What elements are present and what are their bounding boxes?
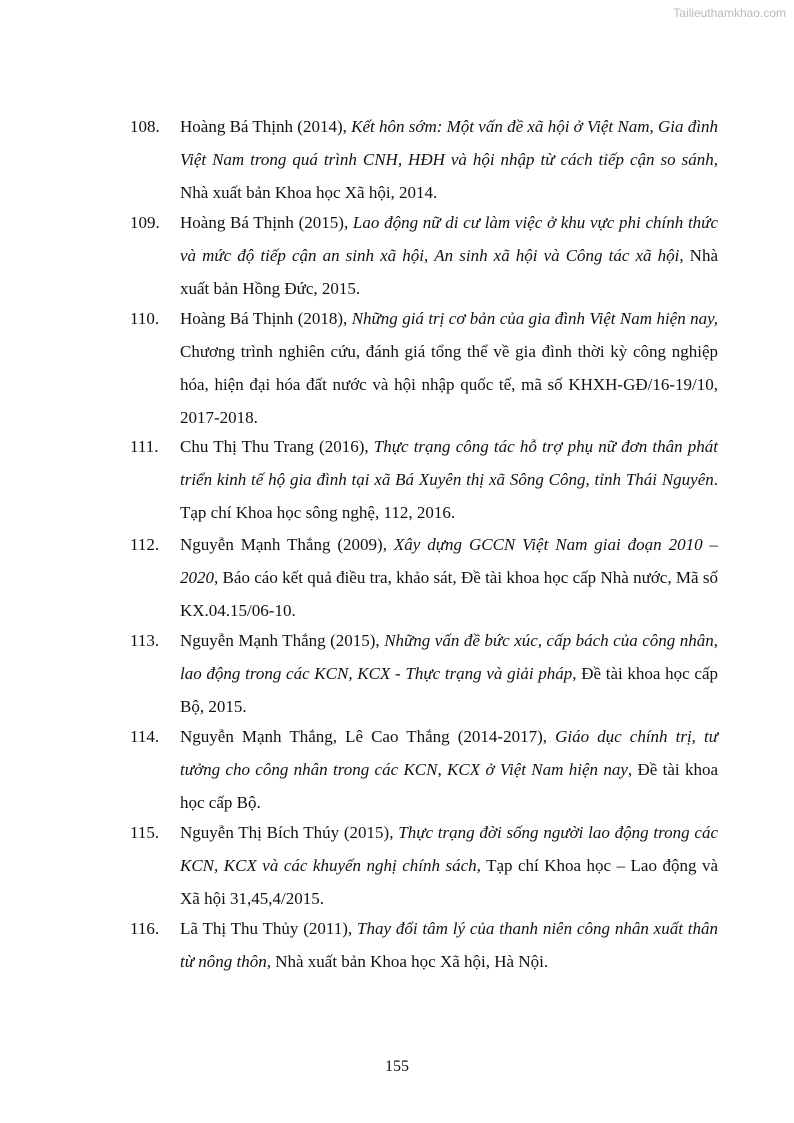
reference-text: Hoàng Bá Thịnh (2015), Lao động nữ di cư làm việc ở khu vực phi chính thức và mức độ tiếp cận an sinh xã hội, An sinh xã hội và Công tác xã hội, Nhà xuất bản Hồng Đức, 2015.	[180, 213, 718, 298]
page-number: 155	[385, 1058, 409, 1075]
reference-text: Lã Thị Thu Thủy (2011), Thay đổi tâm lý của thanh niên công nhân xuất thân từ nông thôn, Nhà xuất bản Khoa học Xã hội, Hà Nội.	[180, 919, 718, 971]
reference-text: Chu Thị Thu Trang (2016), Thực trạng công tác hỗ trợ phụ nữ đơn thân phát triển kinh tế hộ gia đình tại xã Bá Xuyên thị xã Sông Công, tỉnh Thái Nguyên. Tạp chí Khoa học sông nghệ, 112, 2016.	[180, 437, 718, 522]
reference-number: 108.	[130, 117, 160, 136]
reference-number: 110.	[130, 309, 160, 328]
reference-number: 115.	[130, 823, 160, 842]
reference-number: 111.	[130, 437, 159, 456]
reference-number: 112.	[130, 535, 160, 554]
reference-number: 113.	[130, 631, 160, 650]
reference-text: Hoàng Bá Thịnh (2018), Những giá trị cơ bản của gia đình Việt Nam hiện nay, Chương trình nghiên cứu, đánh giá tổng thể về gia đình thời kỳ công nghiệp hóa, hiện đại hóa đất nước và hội nhập quốc tế, mã số KHXH-GĐ/16-19/10, 2017-2018.	[180, 309, 718, 427]
reference-number: 116.	[130, 919, 160, 938]
watermark-text: Tailieuthamkhao.com	[673, 6, 786, 20]
reference-number: 109.	[130, 213, 160, 232]
reference-number: 114.	[130, 727, 160, 746]
reference-text: Nguyễn Thị Bích Thúy (2015), Thực trạng đời sống người lao động trong các KCN, KCX và các khuyến nghị chính sách, Tạp chí Khoa học – Lao động và Xã hội 31,45,4/2015.	[180, 823, 718, 908]
reference-text: Nguyễn Mạnh Thắng (2009), Xây dựng GCCN Việt Nam giai đoạn 2010 – 2020, Báo cáo kết quả điều tra, khảo sát, Đề tài khoa học cấp Nhà nước, Mã số KX.04.15/06-10.	[180, 535, 719, 620]
reference-text: Hoàng Bá Thịnh (2014), Kết hôn sớm: Một vấn đề xã hội ở Việt Nam, Gia đình Việt Nam trong quá trình CNH, HĐH và hội nhập từ cách tiếp cận so sánh, Nhà xuất bản Khoa học Xã hội, 2014.	[180, 117, 718, 202]
reference-text: Nguyễn Mạnh Thắng, Lê Cao Thắng (2014-2017), Giáo dục chính trị, tư tưởng cho công nhân trong các KCN, KCX ở Việt Nam hiện nay, Đề tài khoa học cấp Bộ.	[180, 727, 719, 812]
reference-text: Nguyễn Mạnh Thắng (2015), Những vấn đề bức xúc, cấp bách của công nhân, lao động trong các KCN, KCX - Thực trạng và giải pháp, Đề tài khoa học cấp Bộ, 2015.	[180, 631, 718, 716]
